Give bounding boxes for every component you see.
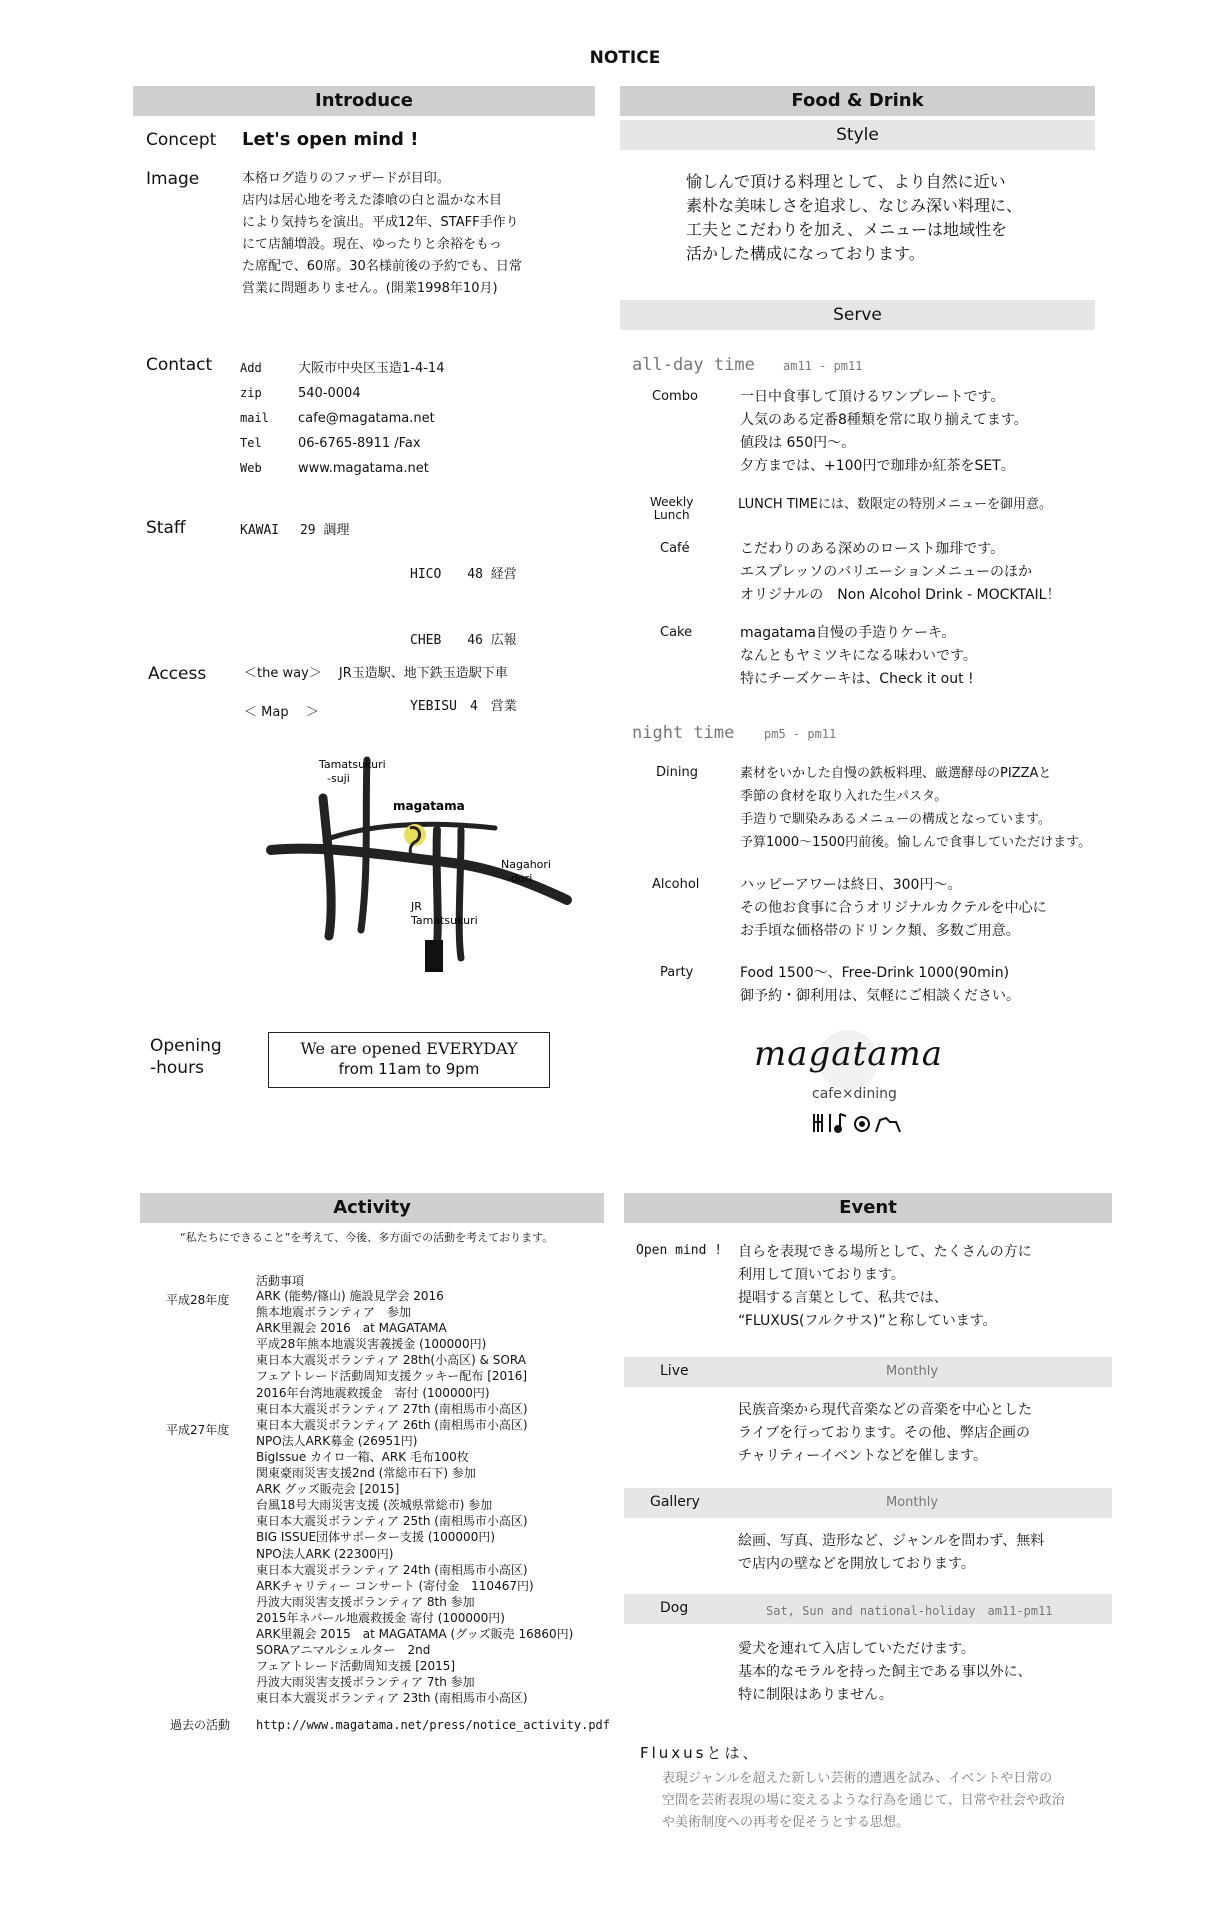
email-link[interactable]: cafe@magatama.net — [298, 411, 435, 426]
activity-item: 2015年ネパール地震救援金 寄付 (100000円) — [256, 1610, 505, 1625]
opening-hours-box — [268, 1032, 550, 1088]
station-marker — [425, 940, 443, 972]
menu-line: 一日中食事して頂けるワンプレートです。 — [740, 389, 1005, 405]
contact-row: Web www.magatama.net — [240, 461, 429, 476]
menu-line: 夕方までは、+100円で珈琲か紅茶をSET。 — [740, 458, 1015, 474]
gallery-label: Gallery — [650, 1494, 700, 1510]
activity-item: 東日本大震災ボランティア 25th (南相馬市小高区) — [256, 1514, 528, 1529]
allday-item-text — [738, 493, 1052, 516]
style-line: 工夫とこだわりを加え、メニューは地域性を — [686, 220, 1007, 239]
staff-member: CHEB 46 広報 — [410, 633, 517, 648]
staff-right — [410, 520, 517, 740]
serve-subheader: Serve — [620, 300, 1095, 330]
activity-item: ARK里親会 2016 at MAGATAMA — [256, 1321, 447, 1336]
style-line: 愉しんで頂ける料理として、より自然に近い — [686, 172, 1006, 191]
night-title: night time — [632, 723, 735, 743]
night-item-label: Dining — [656, 765, 698, 780]
event-line: 特に制限はありません。 — [738, 1687, 893, 1703]
zip-code: 540-0004 — [298, 386, 361, 401]
access-map-label: ＜ Map ＞ — [244, 705, 319, 720]
map-road — [459, 830, 461, 958]
fluxus-title: Fluxusとは、 — [640, 1744, 761, 1762]
allday-item-text — [740, 622, 977, 691]
staff-member: YEBISU 4 営業 — [410, 699, 517, 714]
night-item-label: Alcohol — [652, 877, 700, 892]
image-label: Image — [146, 169, 200, 189]
menu-line: 手造りで馴染みあるメニューの構成となっています。 — [740, 812, 1051, 827]
activity-item: 熊本地震ボランティア 参加 — [256, 1305, 412, 1320]
activity-item: 平成28年熊本地震災害義援金 (100000円) — [256, 1337, 487, 1352]
open-mind-text — [738, 1241, 1032, 1333]
activity-item: ARK里親会 2015 at MAGATAMA (グッズ販売 16860円) — [256, 1626, 574, 1641]
address: 大阪市中央区玉造1-4-14 — [298, 361, 445, 376]
style-line: 活かした構成になっております。 — [686, 244, 925, 263]
fluxus-line: や美術制度への再考を促そうとする思想。 — [662, 1815, 910, 1830]
style-subheader: Style — [620, 120, 1095, 150]
menu-line: LUNCH TIMEには、数限定の特別メニューを御用意。 — [738, 497, 1053, 512]
menu-line: Food 1500～、Free-Drink 1000(90min) — [740, 965, 1010, 981]
menu-line: 特にチーズケーキは、Check it out ! — [740, 671, 974, 687]
introduce-header: Introduce — [133, 86, 595, 116]
allday-item-label: Cake — [660, 625, 693, 640]
activity-item: ARK (能勢/篠山) 施設見学会 2016 — [256, 1289, 444, 1303]
image-line: た席配で、60席。30名様前後の予約でも、日常 — [242, 259, 522, 274]
activity-intro: “私たちにできること”を考えて、今後、多方面での活動を考えております。 — [180, 1231, 554, 1244]
night-time: pm5 - pm11 — [764, 727, 837, 741]
activity-item: 2016年台湾地震救援金 寄付 (100000円) — [256, 1385, 490, 1400]
image-description — [242, 168, 572, 300]
activity-item: SORAアニマルシェルター 2nd — [256, 1643, 431, 1658]
activity-item: 関東豪雨災害支援2nd (常総市石下) 参加 — [256, 1466, 476, 1481]
contact-row: mail cafe@magatama.net — [240, 411, 435, 426]
past-activity-link[interactable]: http://www.magatama.net/press/notice_activity.pdf — [256, 1718, 611, 1732]
concept-label: Concept — [146, 130, 217, 150]
menu-line: 予算1000～1500円前後。愉しんで食事していただけます。 — [740, 835, 1092, 850]
menu-line: magatama自慢の手造りケーキ。 — [740, 625, 956, 641]
night-item-text — [740, 962, 1020, 1008]
access-map — [265, 730, 575, 980]
map-stationb: Tamatsukuri — [411, 914, 478, 927]
event-line: ライブを行っております。その他、弊店企画の — [738, 1425, 1031, 1441]
activity-item: 丹波大雨災害支援ボランティア 7th 参加 — [256, 1675, 475, 1690]
fluxus-line: 空間を芸術表現の場に変えるような行為を通じて、日常や社会や政治 — [662, 1793, 1065, 1808]
allday-title: all-day time — [632, 355, 755, 375]
allday-time: am11 - pm11 — [783, 359, 863, 373]
event-line: 提唱する言葉として、私共では、 — [738, 1290, 948, 1306]
image-line: により気持ちを演出。平成12年、STAFF手作り — [242, 215, 519, 230]
map-shop-label: magatama — [393, 799, 465, 813]
opening-line1: We are opened EVERYDAY — [300, 1039, 518, 1058]
map-street2b: -dori — [507, 872, 533, 885]
event-line: で店内の壁などを開放しております。 — [738, 1556, 975, 1572]
year-27-label: 平成27年度 — [166, 1423, 230, 1437]
contact-row: zip 540-0004 — [240, 386, 361, 401]
menu-line: オリジナルの Non Alcohol Drink - MOCKTAIL！ — [740, 587, 1061, 603]
menu-line: 御予約・御利用は、気軽にご相談ください。 — [740, 988, 1020, 1004]
event-line: チャリティーイベントなどを催します。 — [738, 1448, 988, 1464]
dog-label: Dog — [660, 1600, 689, 1616]
dog-text — [738, 1638, 1032, 1707]
menu-line: ハッピーアワーは終日、300円～。 — [740, 877, 962, 893]
live-bar — [624, 1357, 1112, 1387]
event-line: “FLUXUS(フルクサス)”と称しています。 — [738, 1313, 997, 1329]
event-line: 基本的なモラルを持った飼主である事以外に、 — [738, 1664, 1032, 1680]
contact-table — [240, 356, 580, 481]
menu-line: 季節の食材を取り入れた生パスタ。 — [740, 789, 948, 804]
activity-header: Activity — [140, 1193, 604, 1223]
event-line: 愛犬を連れて入店していただけます。 — [738, 1641, 975, 1657]
menu-line: その他お食事に合うオリジナルカクテルを中心に — [740, 900, 1047, 916]
opening-line2: from 11am to 9pm — [338, 1060, 480, 1078]
activity-item: ARK グッズ販売会 [2015] — [256, 1482, 400, 1497]
gallery-bar — [624, 1488, 1112, 1518]
night-item-text — [740, 762, 1091, 854]
logo-icons — [810, 1110, 910, 1136]
menu-line: 値段は 650円～。 — [740, 435, 856, 451]
allday-item-label: Weekly Lunch — [650, 495, 694, 522]
dog-bar — [624, 1594, 1112, 1624]
logo-text: magatama — [754, 1034, 943, 1074]
map-road — [361, 760, 367, 930]
event-line: 自らを表現できる場所として、たくさんの方に — [738, 1244, 1032, 1260]
activity-item: フェアトレード活動周知支援 [2015] — [256, 1659, 456, 1674]
menu-line: 素材をいかした自慢の鉄板料理、厳選酵母のPIZZAと — [740, 766, 1052, 781]
allday-item-label: Combo — [652, 389, 698, 404]
event-line: 絵画、写真、造形など、ジャンルを問わず、無料 — [738, 1533, 1045, 1549]
opening-label: Opening -hours — [150, 1036, 222, 1078]
activity-item: 台風18号大雨災害支援 (茨城県常総市) 参加 — [256, 1498, 493, 1513]
map-street1: Tamatsukuri — [319, 758, 386, 771]
gallery-text — [738, 1530, 1044, 1576]
menu-line: お手頃な価格帯のドリンク類、多数ご用意。 — [740, 923, 1020, 939]
menu-line: 人気のある定番8種類を常に取り揃えてます。 — [740, 412, 1028, 428]
contact-row: Add 大阪市中央区玉造1-4-14 — [240, 361, 445, 376]
night-item-text — [740, 874, 1047, 943]
map-street2: Nagahori — [501, 858, 551, 871]
concept-text: Let's open mind ! — [242, 129, 419, 150]
event-line: 民族音楽から現代音楽などの音楽を中心とした — [738, 1402, 1032, 1418]
access-label: Access — [148, 664, 207, 684]
allday-item-text — [740, 538, 1060, 607]
activity-item: 東日本大震災ボランティア 26th (南相馬市小高区) — [256, 1417, 528, 1432]
event-line: 利用して頂いております。 — [738, 1267, 905, 1283]
style-text — [686, 170, 1022, 266]
activity-item: 東日本大震災ボランティア 24th (南相馬市小高区) — [256, 1562, 528, 1577]
staff-left: KAWAI 29 調理 — [240, 523, 350, 538]
dog-icon — [876, 1118, 900, 1132]
activity-item: NPO法人ARK (22300円) — [256, 1546, 394, 1561]
staff-label: Staff — [146, 518, 186, 538]
activity-item: ARKチャリティー コンサート (寄付金 110467円) — [256, 1578, 534, 1593]
year-28-label: 平成28年度 — [166, 1293, 230, 1307]
activity-item: 丹波大雨災害支援ボランティア 8th 参加 — [256, 1594, 475, 1609]
allday-item-text — [740, 386, 1028, 478]
image-line: 店内は居心地を考えた漆喰の白と温かな木目 — [242, 193, 503, 208]
shop-marker — [404, 824, 426, 854]
notice-title: NOTICE — [589, 48, 661, 68]
activity-list — [256, 1288, 616, 1706]
activity-item: 東日本大震災ボランティア 27th (南相馬市小高区) — [256, 1401, 528, 1416]
phone-number: 06-6765-8911 /Fax — [298, 436, 421, 451]
menu-line: こだわりのある深めのロースト珈琲です。 — [740, 541, 1005, 557]
image-line: 営業に問題ありません。(開業1998年10月) — [242, 281, 498, 296]
map-road — [323, 798, 331, 936]
open-mind-label: Open mind ! — [636, 1243, 723, 1258]
fork-icon — [814, 1114, 822, 1132]
allday-item-label: Café — [660, 541, 690, 556]
fluxus-line: 表現ジャンルを超えた新しい芸術的遭遇を試み、イベントや日常の — [662, 1771, 1053, 1786]
map-street1b: -suji — [327, 772, 350, 785]
event-header: Event — [624, 1193, 1112, 1223]
night-item-label: Party — [660, 965, 694, 980]
contact-label: Contact — [146, 355, 213, 375]
menu-line: なんともヤミツキになる味わいです。 — [740, 648, 977, 664]
live-text — [738, 1399, 1032, 1468]
activity-item: 東日本大震災ボランティア 23th (南相馬市小高区) — [256, 1691, 528, 1706]
image-line: にて店舗増設。現在、ゆったりと余裕をもっ — [242, 237, 502, 252]
live-frequency: Monthly — [886, 1364, 939, 1379]
activity-item: BIG ISSUE団体サポーター支援 (100000円) — [256, 1530, 496, 1545]
live-label: Live — [660, 1363, 689, 1379]
contact-row: Tel 06-6765-8911 /Fax — [240, 436, 421, 451]
image-line: 本格ログ造りのファザードが目印。 — [242, 171, 450, 186]
staff-member: HICO 48 経営 — [410, 567, 517, 582]
access-way: ＜the way＞ JR玉造駅、地下鉄玉造駅下車 — [244, 666, 508, 681]
logo-subtext: cafe×dining — [812, 1086, 897, 1102]
style-line: 素朴な美味しさを追求し、なじみ深い料理に、 — [686, 196, 1023, 215]
activity-item: BigIssue カイロ一箱、ARK 毛布100枚 — [256, 1449, 469, 1464]
magatama-logo — [748, 1030, 978, 1140]
dog-frequency: Sat, Sun and national-holiday am11-pm11 — [766, 1604, 1053, 1618]
gallery-frequency: Monthly — [886, 1495, 939, 1510]
activity-item: フェアトレード活動周知支援クッキー配布 [2016] — [256, 1369, 528, 1384]
food-drink-header: Food & Drink — [620, 86, 1095, 116]
past-activity-label: 過去の活動 — [170, 1718, 231, 1732]
activity-items-title: 活動事項 — [256, 1274, 305, 1288]
music-note-icon — [840, 1114, 846, 1128]
fluxus-text — [662, 1768, 1065, 1834]
map-station: JR — [411, 900, 422, 913]
activity-item: 東日本大震災ボランティア 28th(小高区) & SORA — [256, 1353, 526, 1368]
activity-item: NPO法人ARK募金 (26951円) — [256, 1433, 418, 1448]
menu-line: エスプレッソのバリエーションメニューのほか — [740, 564, 1033, 580]
website-link[interactable]: www.magatama.net — [298, 461, 429, 476]
